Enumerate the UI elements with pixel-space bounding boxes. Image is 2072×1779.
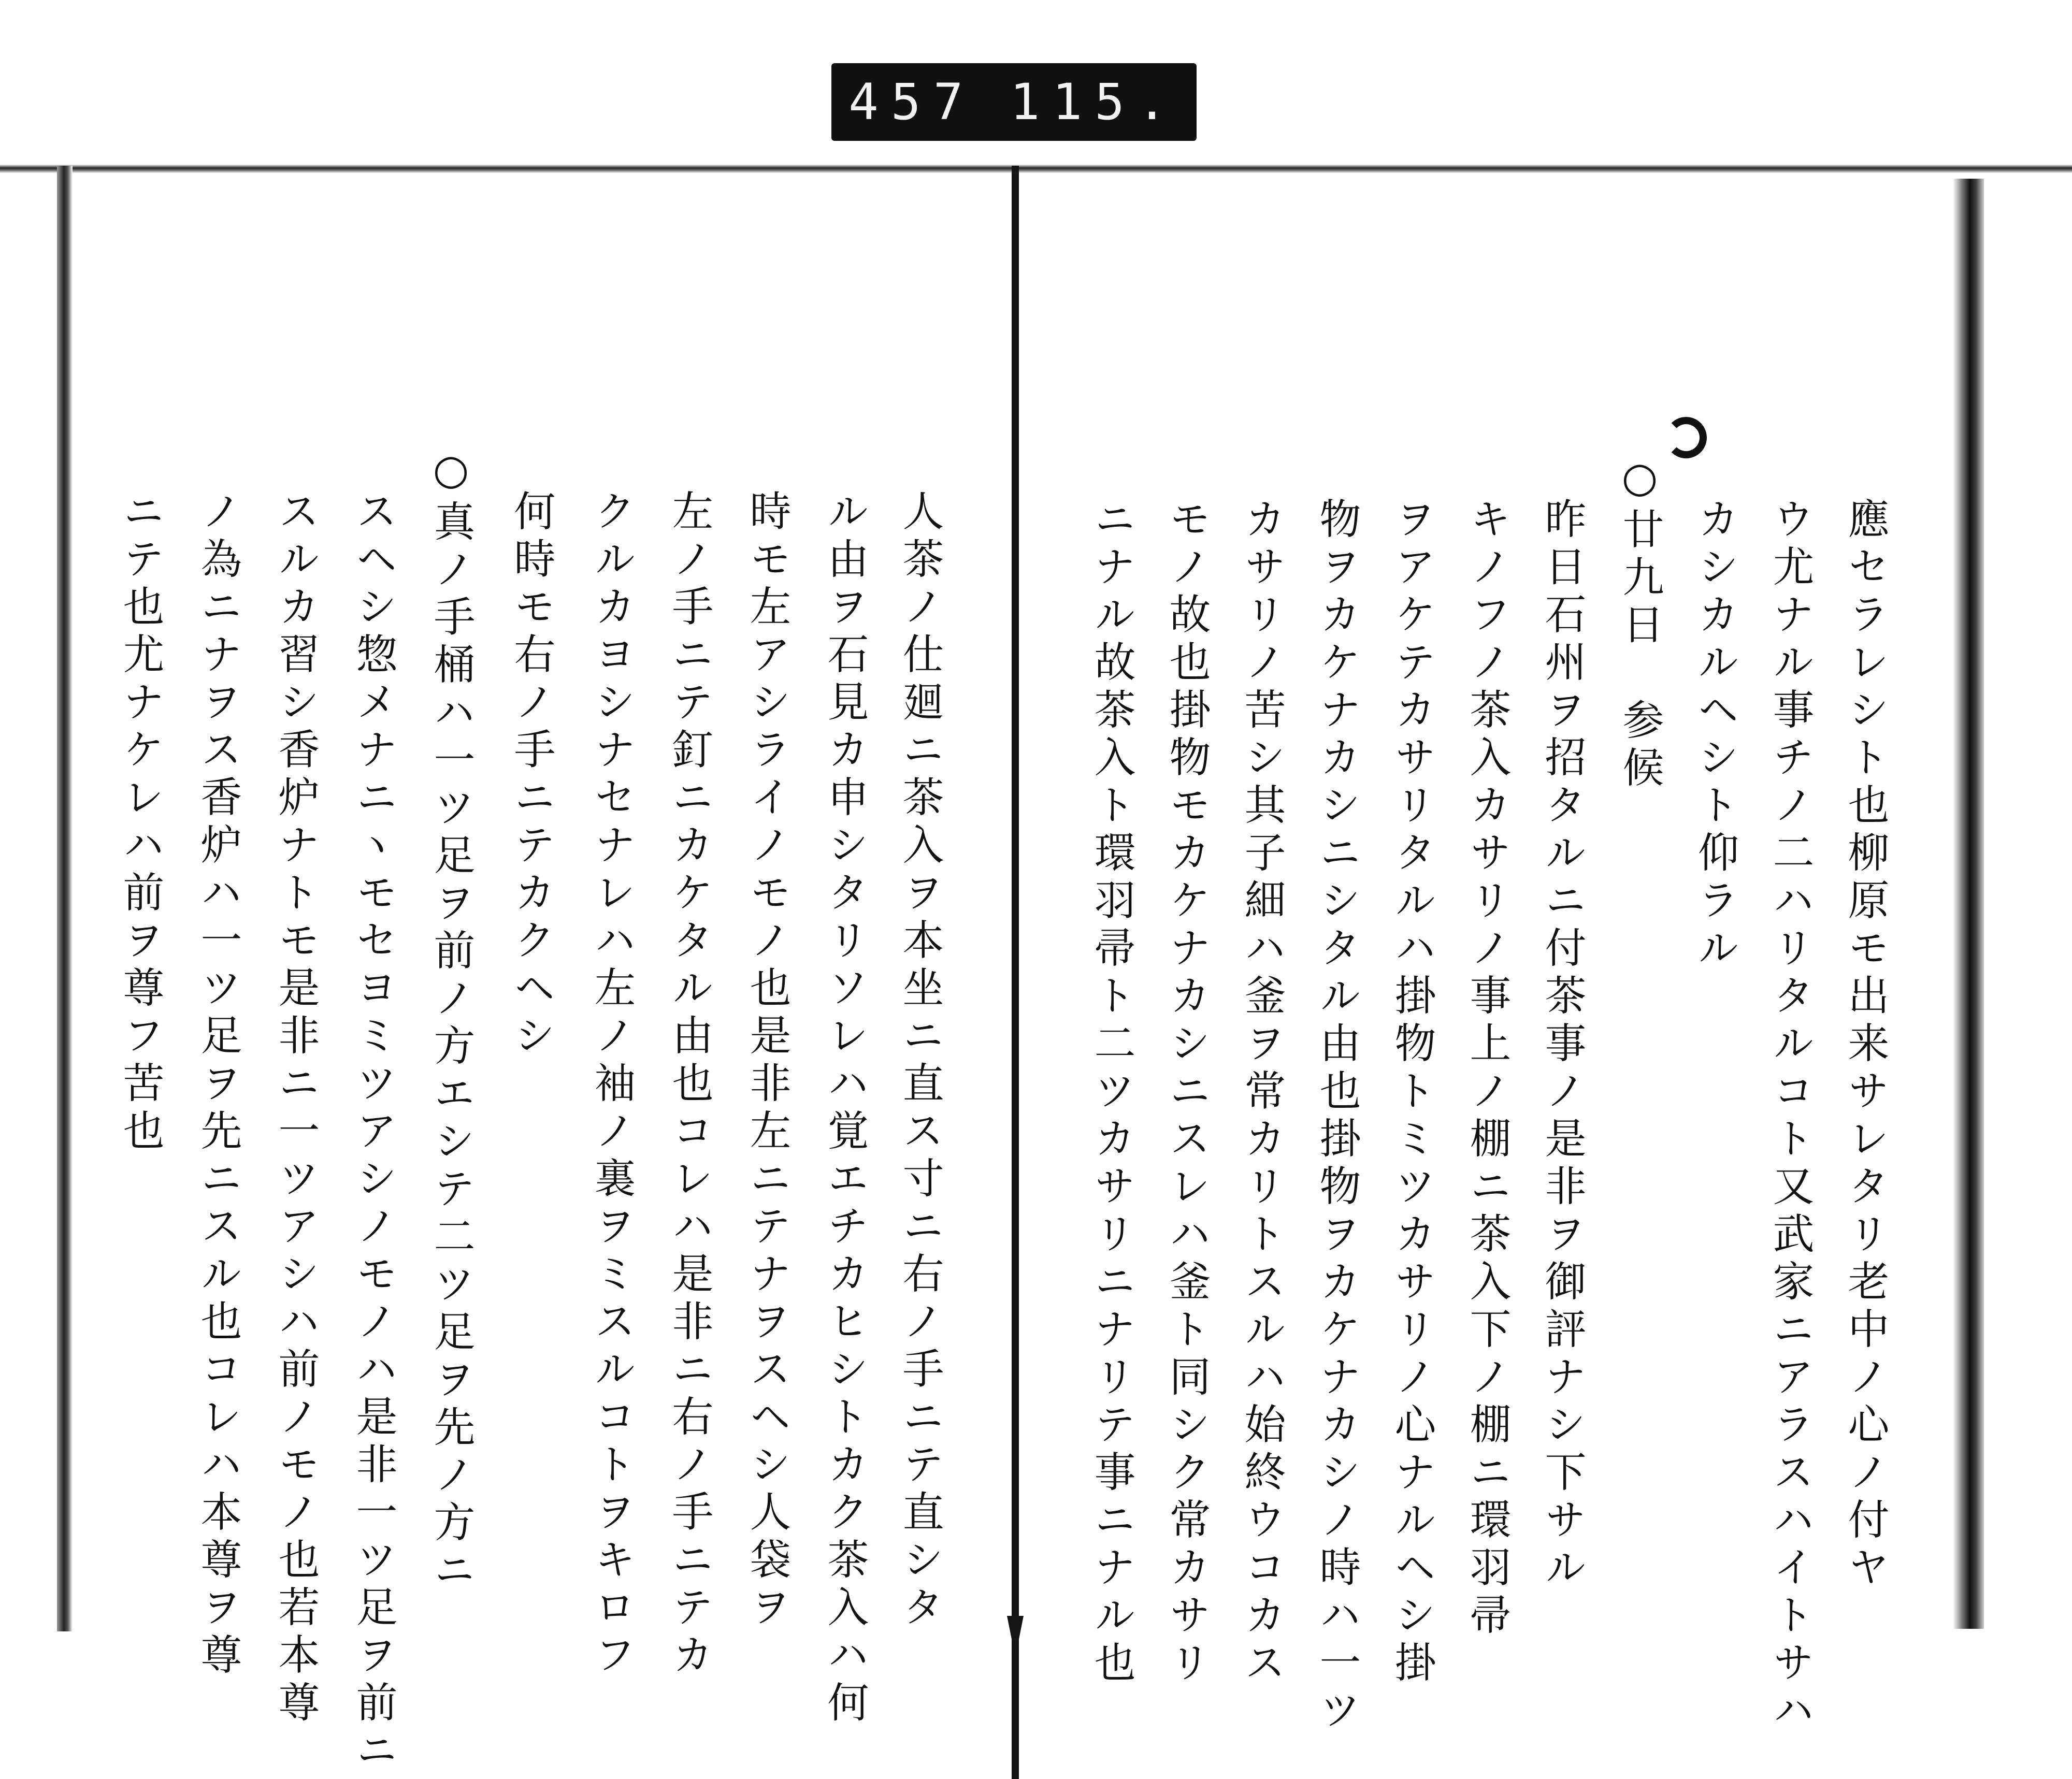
text-column: ヲアケテカサリタルハ掛物トミツカサリノ心ナルヘシ掛: [1388, 497, 1436, 1688]
text-column: ニテ也尤ナケレハ前ヲ尊フ苦也: [116, 489, 164, 1156]
archive-number-right: 115.: [1010, 73, 1179, 131]
text-column: モノ故也掛物モカケナカシニスレハ釜ト同シク常カサリ: [1162, 497, 1211, 1688]
text-column: 昨日石州ヲ招タルニ付茶事ノ是非ヲ御評ナシ下サル: [1538, 497, 1586, 1593]
ink-circle-mark: [1665, 417, 1707, 458]
text-column: クルカヨシナセナレハ左ノ袖ノ裏ヲミスルコトヲキロフ: [587, 489, 636, 1681]
text-column: ノ為ニナヲス香炉ハ一ツ足ヲ先ニスル也コレハ本尊ヲ尊: [194, 489, 242, 1681]
gutter-tip: [1007, 1616, 1024, 1657]
right-page-border: [1953, 179, 1984, 1629]
text-column: スルカ習シ香炉ナトモ是非ニ一ツアシハ前ノモノ也若本尊: [271, 489, 320, 1728]
text-column: ○真ノ手桶ハ一ツ足ヲ前ノ方エシテ二ツ足ヲ先ノ方ニ: [427, 445, 475, 1596]
text-column: 人茶ノ仕廻ニ茶入ヲ本坐ニ直ス寸ニ右ノ手ニテ直シタ: [896, 489, 944, 1633]
text-column: 左ノ手ニテ釘ニカケタル由也コレハ是非ニ右ノ手ニテカ: [665, 489, 713, 1681]
archive-label: [831, 63, 1197, 141]
text-column: 物ヲカケナカシニシタル由也掛物ヲカケナカシノ時ハ一ツ: [1313, 497, 1361, 1736]
archive-number-left: 457: [848, 73, 976, 131]
text-column: キノフノ茶入カサリノ事上ノ棚ニ茶入下ノ棚ニ環羽帚: [1463, 497, 1511, 1641]
text-column: 應セラレシト也柳原モ出来サレタリ老中ノ心ノ付ヤ: [1841, 497, 1889, 1593]
left-page-border: [57, 166, 73, 1631]
text-column: ウ尤ナル事チノ二ハリタルコト又武家ニアラスハイトサハ: [1766, 497, 1814, 1736]
book-top-edge: [0, 165, 2072, 173]
text-column: 時モ左アシライノモノ也是非左ニテナヲスヘシ人袋ヲ: [743, 489, 791, 1633]
book-gutter: [1012, 166, 1019, 1779]
text-column: カサリノ苦シ其子細ハ釜ヲ常カリトスルハ始終ウコカス: [1238, 497, 1286, 1688]
text-column: スヘシ惣メナニヽモセヨミツアシノモノハ是非一ツ足ヲ前ニ: [349, 489, 397, 1776]
text-column: カシカルヘシト仰ラル: [1691, 497, 1739, 974]
text-column: ○廿九日 参候: [1616, 453, 1664, 793]
text-column: ル由ヲ石見カ申シタリソレハ覚エチカヒシトカク茶入ハ何: [821, 489, 869, 1728]
text-column: 何時モ右ノ手ニテカクヘシ: [507, 489, 555, 1061]
text-column: ニナル故茶入ト環羽帚ト二ツカサリニナリテ事ニナル也: [1087, 497, 1135, 1688]
